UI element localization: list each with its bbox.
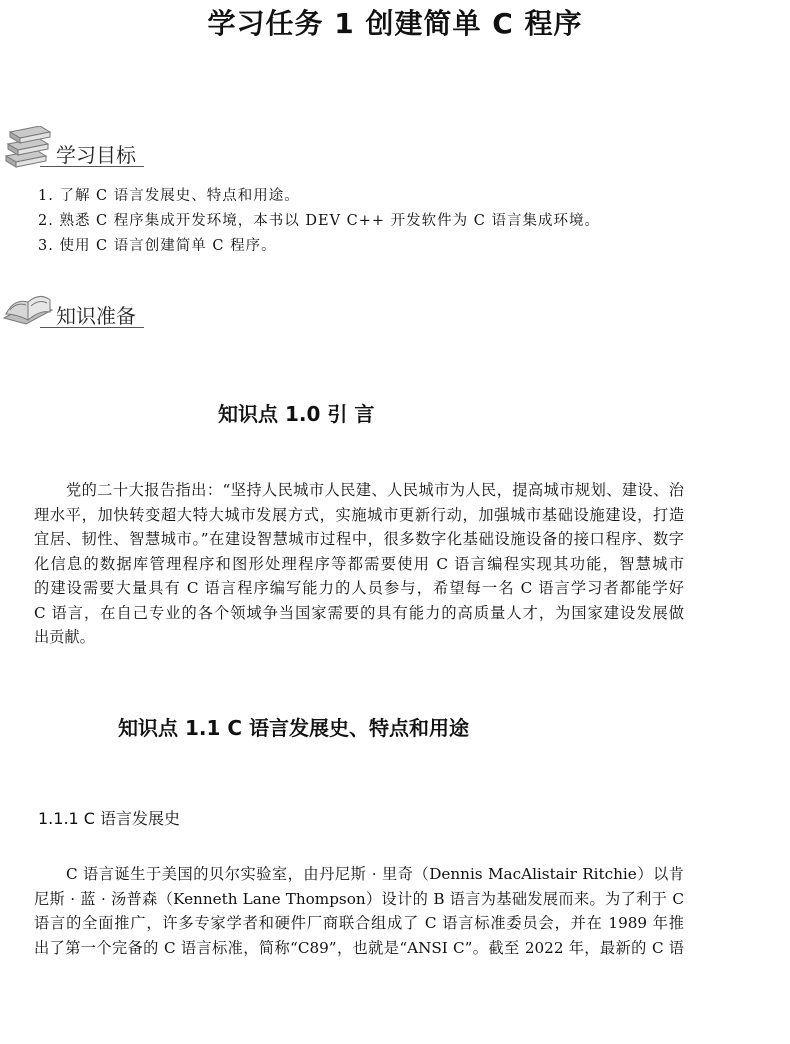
section-title-kp11: 知识点 1.1 C 语言发展史、特点和用途: [118, 716, 469, 740]
list-item: 3. 使用 C 语言创建简单 C 程序。: [38, 238, 277, 254]
paragraph-line: 语言的全面推广，许多专家学者和硬件厂商联合组成了 C 语言标准委员会，并在 1989 年推: [34, 914, 684, 932]
paragraph-kp11: [34, 862, 684, 960]
paragraph-line: 尼斯 · 蓝 · 汤普森（Kenneth Lane Thompson）设计的 B 语言为基础发展而来。为了利于 C: [34, 889, 684, 908]
list-item: 1. 了解 C 语言发展史、特点和用途。: [38, 188, 300, 204]
section-title-kp10: 知识点 1.0 引 言: [218, 402, 375, 426]
open-book-icon: [0, 284, 56, 328]
books-icon: [0, 126, 56, 170]
prep-header: [0, 284, 200, 332]
objectives-underline: [40, 166, 144, 167]
objectives-header: [0, 126, 200, 174]
paragraph-line: 化信息的数据库管理程序和图形处理程序等都需要使用 C 语言编程实现其功能，智慧城市: [34, 554, 684, 573]
paragraph-line: 理水平，加快转变超大特大城市发展方式，实施城市更新行动，加强城市基础设施建设，打造: [34, 505, 684, 524]
prep-heading: 知识准备: [56, 304, 136, 328]
subsection-title: 1.1.1 C 语言发展史: [38, 809, 181, 828]
prep-underline: [40, 327, 144, 328]
paragraph-line: 宜居、韧性、智慧城市。”在建设智慧城市过程中，很多数字化基础设施设备的接口程序、数字: [34, 530, 684, 548]
paragraph-kp10: [34, 478, 684, 650]
paragraph-line: 党的二十大报告指出：“坚持人民城市人民建、人民城市为人民，提高城市规划、建设、治: [66, 481, 684, 499]
paragraph-line: 出贡献。: [34, 628, 95, 646]
objectives-list: [38, 184, 600, 259]
page-title: 学习任务 1 创建简单 C 程序: [207, 7, 583, 40]
paragraph-line: 出了第一个完备的 C 语言标准，简称“C89”，也就是“ANSI C”。截至 2022 年，最新的 C 语: [34, 938, 684, 957]
paragraph-line: C 语言，在自己专业的各个领域争当国家需要的具有能力的高质量人才，为国家建设发展做: [34, 603, 684, 622]
list-item: 2. 熟悉 C 程序集成开发环境，本书以 DEV C++ 开发软件为 C 语言集成环境。: [38, 213, 600, 229]
paragraph-line: 的建设需要大量具有 C 语言程序编写能力的人员参与，希望每一名 C 语言学习者都能学好: [34, 579, 684, 597]
paragraph-line: C 语言诞生于美国的贝尔实验室，由丹尼斯 · 里奇（Dennis MacAlistair Ritchie）以肯: [66, 865, 684, 883]
objectives-heading: 学习目标: [56, 143, 136, 167]
